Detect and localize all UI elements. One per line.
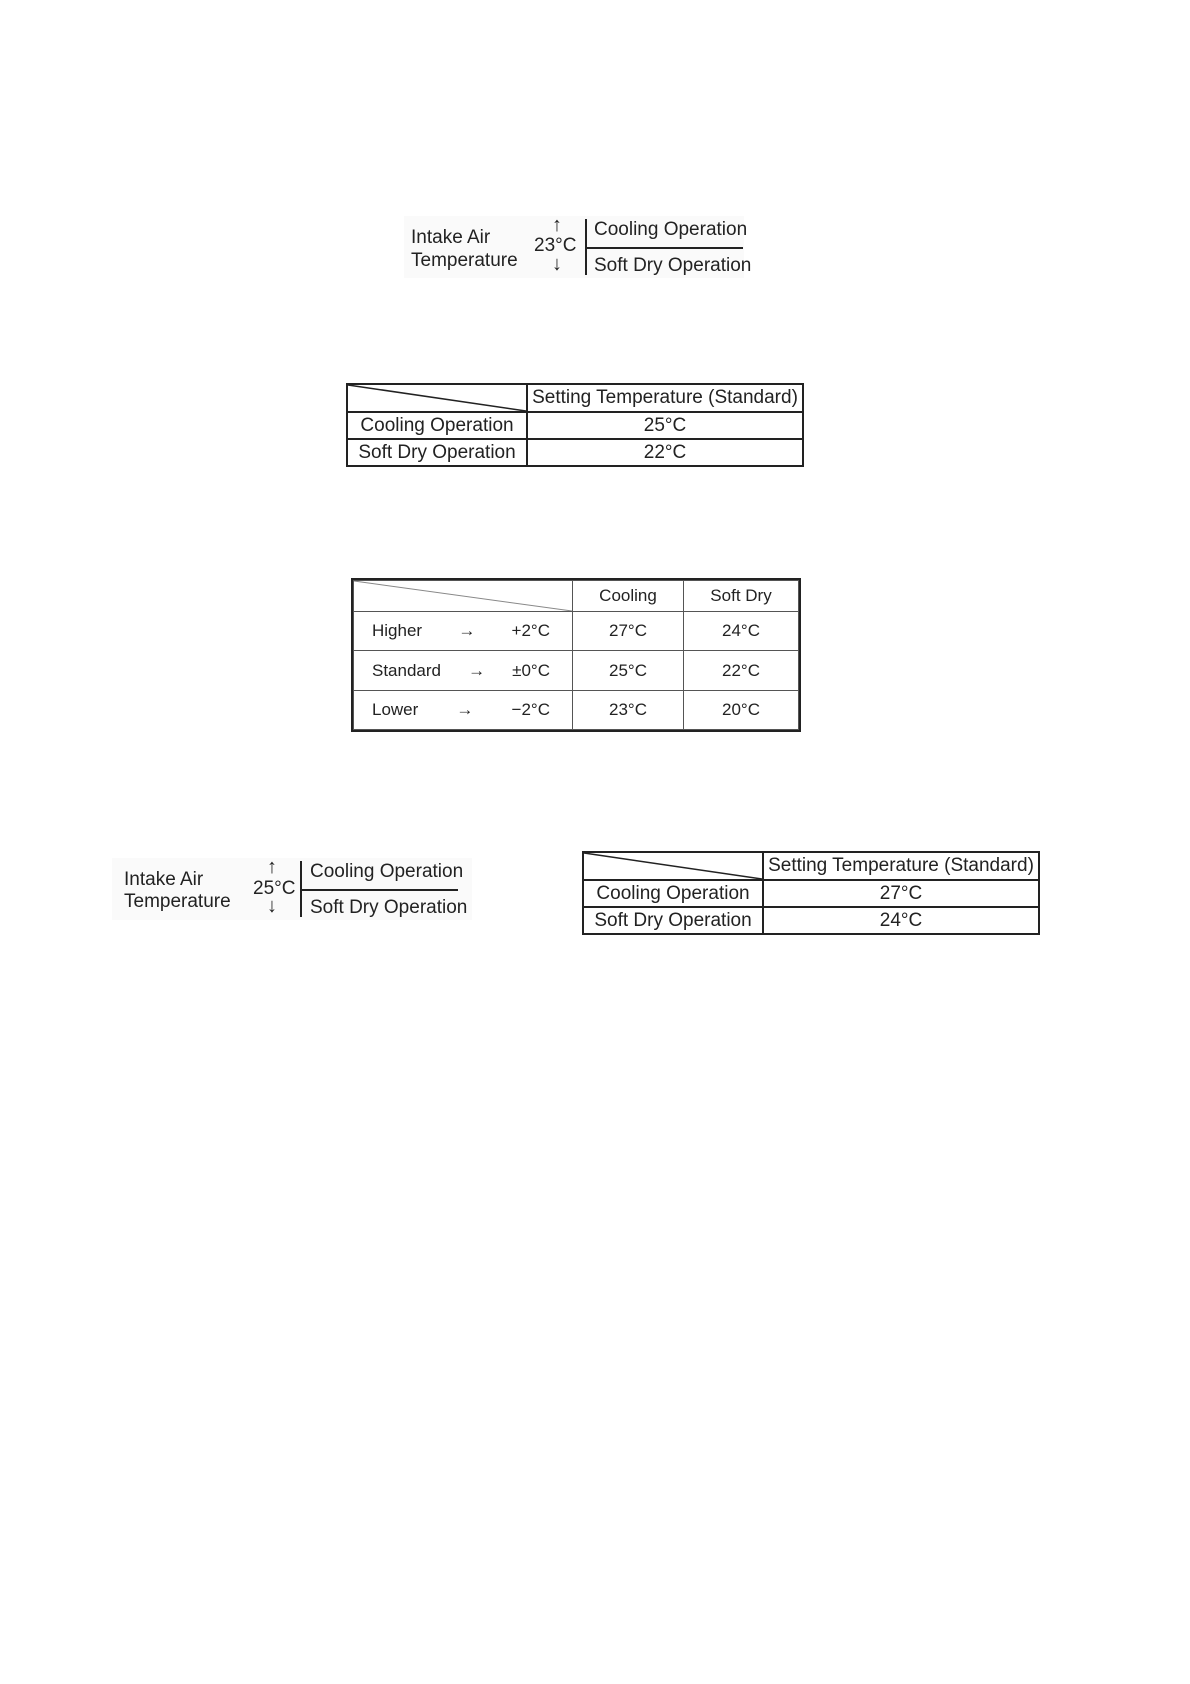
- level-label: Standard: [372, 660, 441, 680]
- row-label: Soft Dry Operation: [347, 439, 527, 466]
- up-arrow-icon: ↑: [552, 214, 562, 236]
- header-cell: Setting Temperature (Standard): [527, 384, 803, 412]
- up-arrow-icon: ↑: [267, 856, 277, 878]
- cooling-value: 27°C: [573, 612, 684, 651]
- setting-temperature-table-1: [346, 383, 804, 467]
- lower-operation: Soft Dry Operation: [594, 255, 752, 276]
- row-value: 24°C: [763, 907, 1039, 934]
- right-arrow-icon: →: [458, 621, 476, 640]
- level-label: Higher: [372, 621, 423, 640]
- level-cell: [354, 651, 573, 691]
- row-value: 25°C: [527, 412, 803, 439]
- row-value: 27°C: [763, 880, 1039, 907]
- intake-label-line2: Temperature: [124, 891, 231, 912]
- header-cell: Setting Temperature (Standard): [763, 852, 1039, 880]
- corner-cell: [583, 852, 763, 880]
- row-label: Cooling Operation: [583, 880, 763, 907]
- down-arrow-icon: ↓: [552, 253, 562, 275]
- temperature-adjustment-table: [353, 580, 799, 730]
- threshold-temperature: 23°C: [534, 235, 577, 256]
- intake-label-line1: Intake Air: [411, 227, 491, 248]
- level-cell: [354, 691, 573, 730]
- threshold-temperature: 25°C: [253, 878, 296, 899]
- soft-dry-value: 24°C: [684, 612, 799, 651]
- intake-label-line1: Intake Air: [124, 869, 204, 890]
- row-label: Cooling Operation: [347, 412, 527, 439]
- level-label: Lower: [372, 700, 419, 719]
- right-arrow-icon: →: [468, 660, 486, 680]
- level-cell: [354, 612, 573, 651]
- divider-horizontal: [300, 889, 458, 891]
- corner-cell: [354, 581, 573, 612]
- lower-operation: Soft Dry Operation: [310, 897, 468, 918]
- level-delta: −2°C: [511, 700, 550, 719]
- upper-operation: Cooling Operation: [310, 861, 464, 882]
- intake-diagram-1: [404, 214, 752, 278]
- divider-horizontal: [585, 247, 743, 249]
- soft-dry-value: 20°C: [684, 691, 799, 730]
- column-header-soft-dry: Soft Dry: [684, 581, 799, 612]
- down-arrow-icon: ↓: [267, 895, 277, 917]
- row-label: Soft Dry Operation: [583, 907, 763, 934]
- soft-dry-value: 22°C: [684, 651, 799, 691]
- setting-temperature-table-2: [582, 851, 1040, 935]
- row-value: 22°C: [527, 439, 803, 466]
- cooling-value: 25°C: [573, 651, 684, 691]
- level-delta: ±0°C: [512, 660, 550, 680]
- level-delta: +2°C: [511, 621, 550, 640]
- column-header-cooling: Cooling: [573, 581, 684, 612]
- upper-operation: Cooling Operation: [594, 219, 748, 240]
- intake-diagram-2: [112, 858, 472, 920]
- corner-cell: [347, 384, 527, 412]
- intake-label-line2: Temperature: [411, 250, 518, 271]
- cooling-value: 23°C: [573, 691, 684, 730]
- right-arrow-icon: →: [456, 700, 474, 719]
